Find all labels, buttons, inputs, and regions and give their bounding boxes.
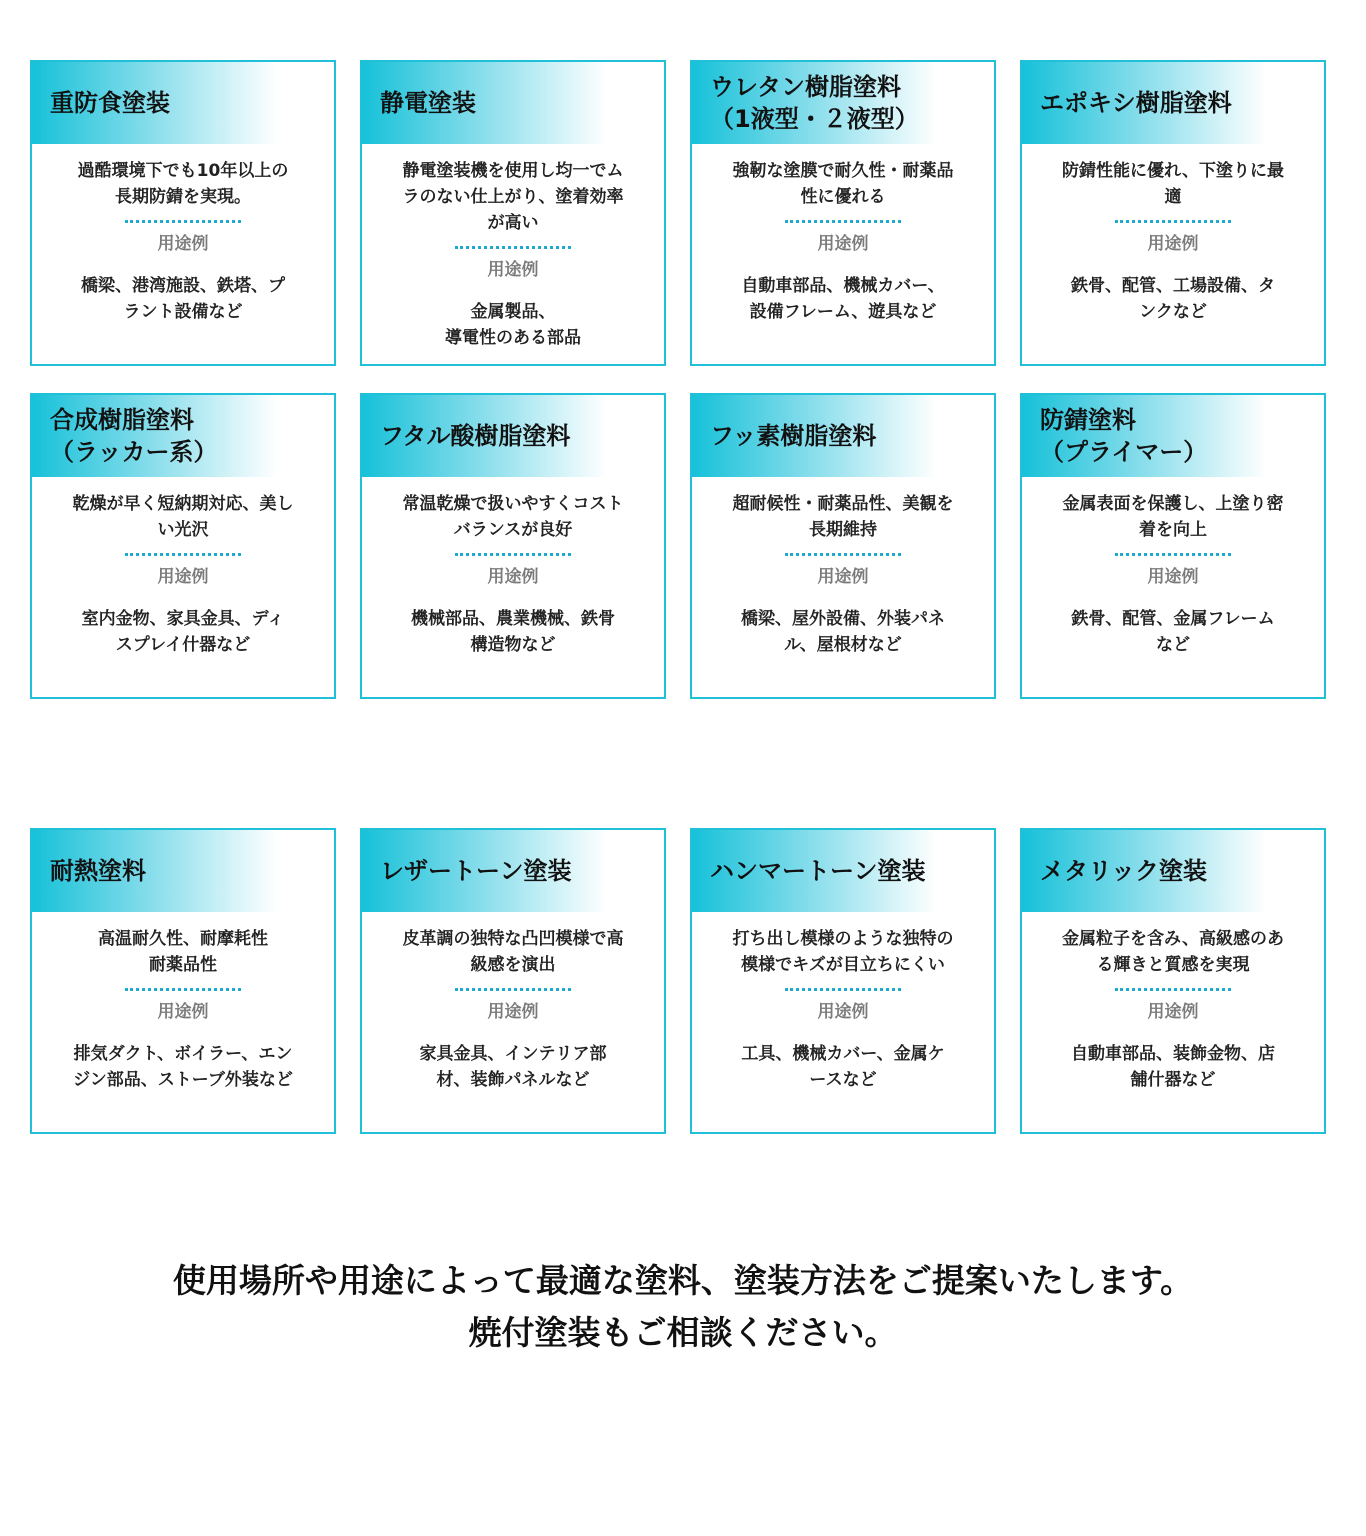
- card-title: 防錆塗料 （プライマー）: [1040, 406, 1208, 466]
- use-example-label: 用途例: [487, 1002, 539, 1022]
- use-example-label: 用途例: [1147, 567, 1199, 587]
- closing-line-2: 焼付塗装もご相談ください。: [468, 1313, 898, 1352]
- card-title: 耐熱塗料: [50, 857, 146, 885]
- dotted-divider: [1115, 220, 1231, 223]
- dotted-divider: [785, 220, 901, 223]
- use-example-label: 用途例: [817, 567, 869, 587]
- card-header: [362, 830, 607, 912]
- card-header: [692, 830, 937, 912]
- use-example-label: 用途例: [1147, 1002, 1199, 1022]
- dotted-divider: [125, 220, 241, 223]
- card-description: 過酷環境下でも10年以上の 長期防錆を実現。: [77, 161, 289, 207]
- use-example-label: 用途例: [487, 260, 539, 280]
- card-uses: 自動車部品、装飾金物、店 舗什器など: [1071, 1044, 1275, 1090]
- card-description: 金属表面を保護し、上塗り密 着を向上: [1062, 494, 1284, 540]
- card-uses: 機械部品、農業機械、鉄骨 構造物など: [411, 609, 615, 655]
- coating-card: [30, 60, 336, 366]
- card-body: [692, 158, 994, 356]
- coating-card: [1020, 828, 1326, 1134]
- coating-card: [1020, 60, 1326, 366]
- use-example-label: 用途例: [817, 1002, 869, 1022]
- card-uses: 鉄骨、配管、金属フレーム など: [1071, 609, 1275, 655]
- closing-line-1: 使用場所や用途によって最適な塗料、塗装方法をご提案いたします。: [172, 1261, 1194, 1300]
- card-uses: 金属製品、 導電性のある部品: [445, 302, 581, 348]
- use-example-label: 用途例: [1147, 234, 1199, 254]
- card-header: [1022, 395, 1267, 477]
- closing-message: [0, 1255, 1366, 1359]
- use-example-label: 用途例: [817, 234, 869, 254]
- card-header: [1022, 62, 1267, 144]
- card-title: 静電塗装: [380, 89, 476, 117]
- card-uses: 鉄骨、配管、工場設備、タ ンクなど: [1071, 276, 1275, 322]
- dotted-divider: [785, 988, 901, 991]
- card-title: 重防食塗装: [50, 89, 170, 117]
- coating-grid-bottom: [30, 828, 1326, 1134]
- card-uses: 工具、機械カバー、金属ケ ースなど: [741, 1044, 945, 1090]
- dotted-divider: [125, 988, 241, 991]
- card-title: フタル酸樹脂塗料: [380, 422, 571, 450]
- coating-card: [30, 393, 336, 699]
- use-example-label: 用途例: [157, 567, 209, 587]
- card-uses: 排気ダクト、ボイラー、エン ジン部品、ストーブ外装など: [73, 1044, 293, 1090]
- card-header: [32, 62, 277, 144]
- card-body: [32, 926, 334, 1124]
- card-description: 打ち出し模様のような独特の 模様でキズが目立ちにくい: [732, 929, 954, 975]
- dotted-divider: [125, 553, 241, 556]
- card-description: 高温耐久性、耐摩耗性 耐薬品性: [98, 929, 268, 975]
- card-uses: 橋梁、屋外設備、外装パネ ル、屋根材など: [741, 609, 945, 655]
- card-body: [1022, 491, 1324, 689]
- card-body: [362, 491, 664, 689]
- card-uses: 室内金物、家具金具、ディ スプレイ什器など: [81, 609, 285, 655]
- card-description: 皮革調の独特な凸凹模様で高 級感を演出: [402, 929, 624, 975]
- card-header: [1022, 830, 1267, 912]
- card-body: [692, 926, 994, 1124]
- card-title: エポキシ樹脂塗料: [1040, 89, 1232, 117]
- dotted-divider: [785, 553, 901, 556]
- coating-card: [360, 60, 666, 366]
- card-uses: 自動車部品、機械カバー、 設備フレーム、遊具など: [741, 276, 945, 322]
- card-description: 強靭な塗膜で耐久性・耐薬品 性に優れる: [732, 161, 954, 207]
- card-header: [32, 830, 277, 912]
- card-header: [692, 62, 937, 144]
- card-body: [32, 158, 334, 356]
- coating-card: [690, 828, 996, 1134]
- card-title: レザートーン塗装: [380, 857, 572, 885]
- use-example-label: 用途例: [157, 1002, 209, 1022]
- dotted-divider: [1115, 988, 1231, 991]
- card-title: メタリック塗装: [1040, 857, 1208, 885]
- dotted-divider: [455, 246, 571, 249]
- card-description: 超耐候性・耐薬品性、美観を 長期維持: [732, 494, 954, 540]
- coating-card: [1020, 393, 1326, 699]
- card-title: ハンマートーン塗装: [710, 857, 926, 885]
- dotted-divider: [455, 553, 571, 556]
- card-header: [362, 62, 607, 144]
- use-example-label: 用途例: [487, 567, 539, 587]
- coating-card: [690, 393, 996, 699]
- card-body: [362, 926, 664, 1124]
- card-header: [362, 395, 607, 477]
- dotted-divider: [1115, 553, 1231, 556]
- card-uses: 橋梁、港湾施設、鉄塔、プ ラント設備など: [81, 276, 285, 322]
- card-description: 金属粒子を含み、高級感のあ る輝きと質感を実現: [1061, 929, 1285, 975]
- card-body: [32, 491, 334, 689]
- card-description: 常温乾燥で扱いやすくコスト バランスが良好: [402, 494, 624, 540]
- card-description: 防錆性能に優れ、下塗りに最 適: [1061, 161, 1285, 207]
- card-uses: 家具金具、インテリア部 材、装飾パネルなど: [419, 1044, 607, 1090]
- card-title: 合成樹脂塗料 （ラッカー系）: [50, 406, 218, 466]
- coating-card: [360, 393, 666, 699]
- card-body: [362, 158, 664, 356]
- coating-card: [690, 60, 996, 366]
- use-example-label: 用途例: [157, 234, 209, 254]
- card-header: [32, 395, 277, 477]
- card-body: [1022, 926, 1324, 1124]
- card-body: [692, 491, 994, 689]
- card-description: 静電塗装機を使用し均一でム ラのない仕上がり、塗着効率 が高い: [402, 161, 624, 233]
- coating-card: [30, 828, 336, 1134]
- card-description: 乾燥が早く短納期対応、美し い光沢: [72, 494, 294, 540]
- card-title: フッ素樹脂塗料: [710, 422, 877, 450]
- card-title: ウレタン樹脂塗料 （1液型・２液型）: [710, 73, 919, 133]
- coating-grid-top: [30, 60, 1326, 699]
- dotted-divider: [455, 988, 571, 991]
- coating-card: [360, 828, 666, 1134]
- card-body: [1022, 158, 1324, 356]
- card-header: [692, 395, 937, 477]
